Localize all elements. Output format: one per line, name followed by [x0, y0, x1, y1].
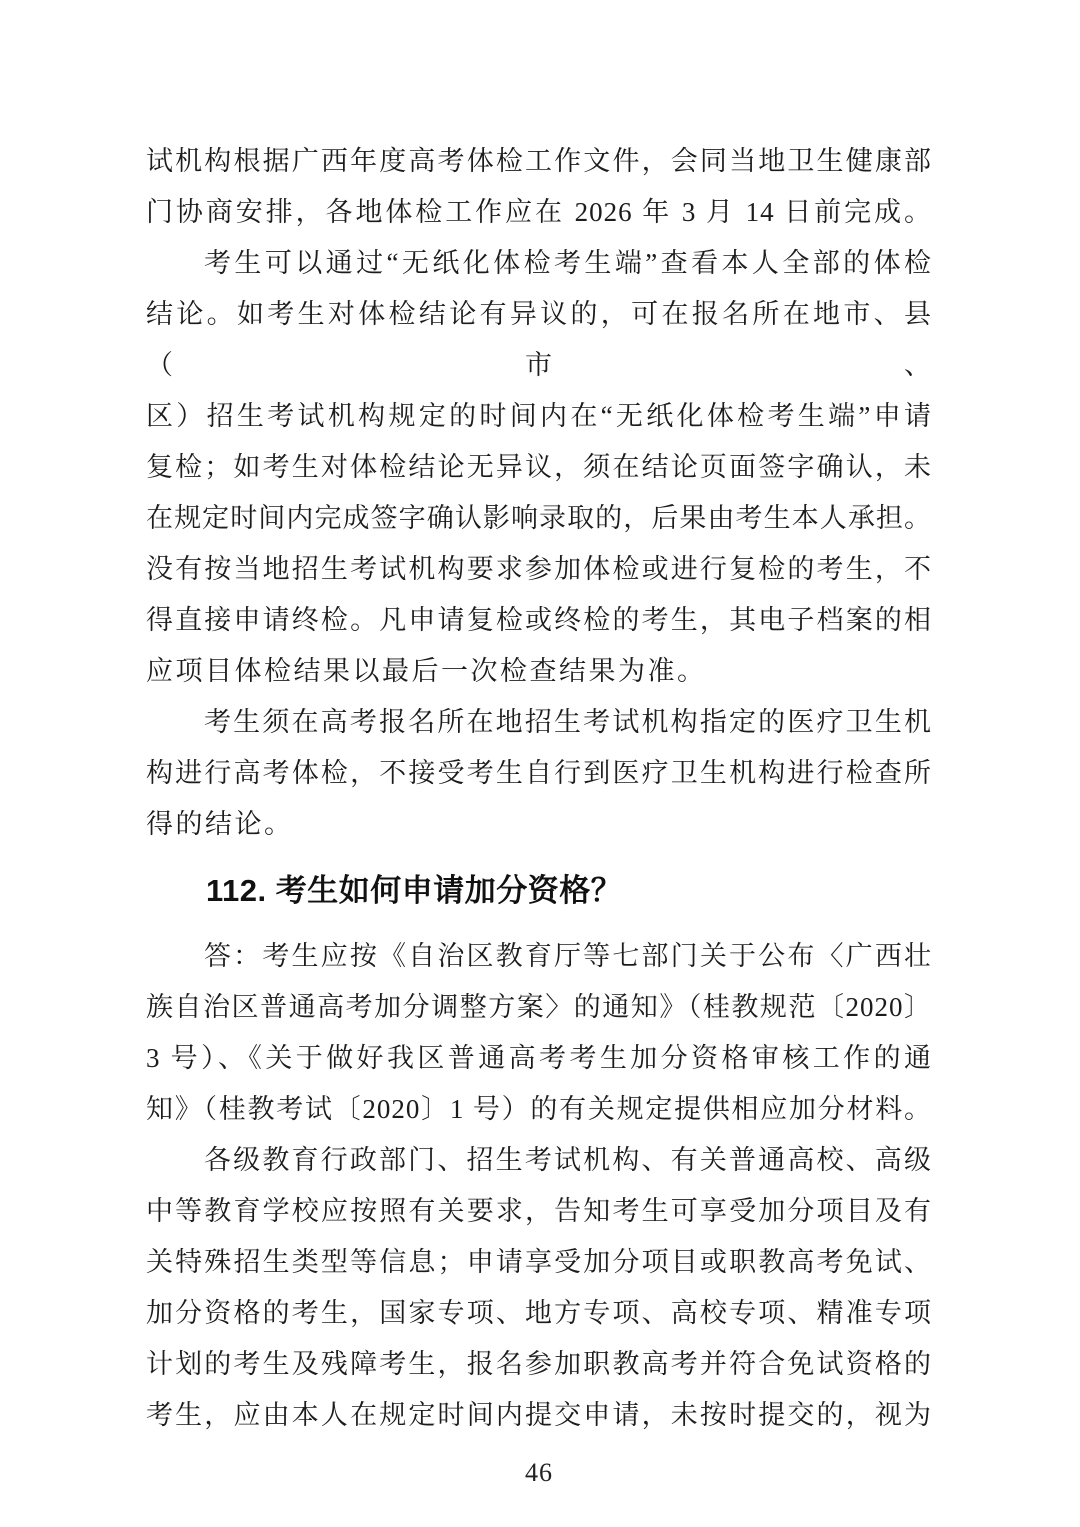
paragraph-medical-timing: [146, 136, 932, 238]
paragraph-bonus-requirements: [146, 1135, 932, 1441]
text-line: 得直接申请终检。凡申请复检或终检的考生，其电子档案的相: [146, 605, 932, 635]
text-line: 3 号）、《关于做好我区普通高考考生加分资格审核工作的通: [146, 1043, 932, 1073]
body-text: [146, 136, 932, 1493]
text-line: 考生须在高考报名所在地招生考试机构指定的医疗卫生机: [204, 707, 932, 737]
text-line: 答：考生应按《自治区教育厅等七部门关于公布〈广西壮: [204, 941, 932, 971]
text-line: 考生，应由本人在规定时间内提交申请，未按时提交的，视为: [146, 1400, 932, 1430]
text-line: 得的结论。: [146, 809, 294, 839]
text-line: 加分资格的考生，国家专项、地方专项、高校专项、精准专项: [146, 1298, 932, 1328]
page-number: 46: [525, 1458, 553, 1487]
text-line: 考生可以通过“无纸化体检考生端”查看本人全部的体检: [204, 248, 932, 278]
text-line: 计划的考生及残障考生，报名参加职教高考并符合免试资格的: [146, 1349, 932, 1379]
paragraph-medical-designated: [146, 697, 932, 850]
text-line: 结论。如考生对体检结论有异议的，可在报名所在地市、县（市、: [146, 299, 932, 380]
text-line: 知》（桂教考试〔2020〕1 号）的有关规定提供相应加分材料。: [146, 1094, 932, 1124]
text-line: 试机构根据广西年度高考体检工作文件，会同当地卫生健康部: [146, 146, 932, 176]
text-line: 复检；如考生对体检结论无异议，须在结论页面签字确认，未: [146, 452, 932, 482]
text-line: 区）招生考试机构规定的时间内在“无纸化体检考生端”申请: [146, 401, 932, 431]
text-line: 中等教育学校应按照有关要求，告知考生可享受加分项目及有: [146, 1196, 932, 1226]
text-line: 门协商安排，各地体检工作应在 2026 年 3 月 14 日前完成。: [146, 197, 932, 227]
question-112-heading: 112. 考生如何申请加分资格？: [206, 873, 623, 908]
paragraph-bonus-answer: [146, 931, 932, 1135]
text-line: 没有按当地招生考试机构要求参加体检或进行复检的考生，不: [146, 554, 932, 584]
text-line: 各级教育行政部门、招生考试机构、有关普通高校、高级: [204, 1145, 932, 1175]
paragraph-medical-review: [146, 238, 932, 697]
text-line: 构进行高考体检，不接受考生自行到医疗卫生机构进行检查所: [146, 758, 932, 788]
text-line: 族自治区普通高考加分调整方案〉的通知》（桂教规范〔2020〕: [146, 992, 932, 1022]
text-line: 应项目体检结果以最后一次检查结果为准。: [146, 656, 707, 686]
text-line: 在规定时间内完成签字确认影响录取的，后果由考生本人承担。: [146, 503, 932, 533]
text-line: 关特殊招生类型等信息；申请享受加分项目或职教高考免试、: [146, 1247, 932, 1277]
